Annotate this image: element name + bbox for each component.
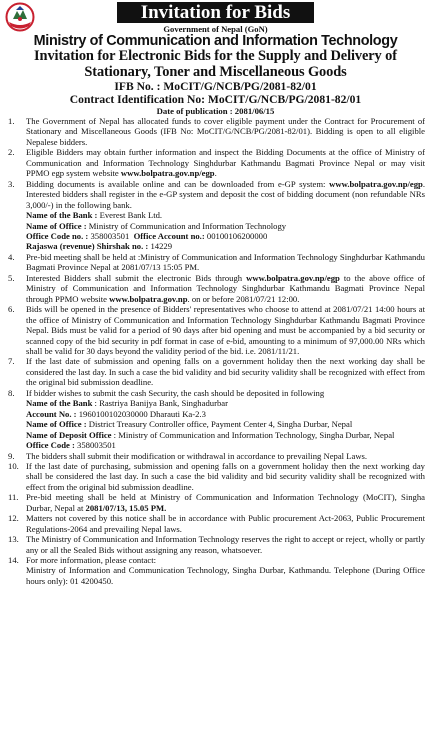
egp-link[interactable]: www.bolpatra.gov.np/egp (329, 178, 423, 189)
office-label: Name of Office : (26, 220, 87, 231)
item-number: 6. (8, 304, 15, 315)
egp-link[interactable]: www.bolpatra.gov.np/egp (246, 272, 340, 283)
account-value: 00100106200000 (206, 230, 268, 241)
item-text: If the last date of purchasing, submission and opening falls on a government holiday then the next working day shall be considered the last day. In such a case the bid validity and bid security validity shall be recognized with effect from the original bid submission deadline. (26, 460, 425, 492)
list-item (6, 492, 425, 513)
list-item (6, 252, 425, 273)
list-item (6, 555, 425, 565)
item-number: 7. (8, 356, 15, 367)
item-text-end: . (214, 168, 217, 179)
bank-value: : Rastriya Banijya Bank, Singhadurbar (94, 398, 228, 409)
item-text-3: . on or before 2081/07/21 12:00. (187, 293, 300, 304)
account-value: 1960100102030000 Dharauti Ka-2.3 (78, 408, 206, 419)
item-text: If bidder wishes to submit the cash Security, the cash should be deposited in following (26, 387, 325, 398)
office-code-label: Office Code : (26, 440, 75, 451)
item-number: 5. (8, 272, 15, 283)
item-number: 1. (8, 116, 15, 126)
office-value: District Treasury Controller office, Payment Center 4, Singha Durbar, Nepal (88, 419, 353, 430)
item-text: Pre-bid meeting shall be held at Ministry of Communication and Information Technology (MoCIT), Singha Durbar, Nepal at (26, 492, 425, 513)
contract-id: Contract Identification No: MoCIT/G/NCB/PG/2081-82/01 (69, 93, 362, 106)
office-code-label: Office Code no. : (26, 230, 89, 241)
item-text: For more information, please contact: (26, 555, 157, 566)
item-text: Eligible Bidders may obtain further information and inspect the Bidding Documents at the office of Ministry of Communication and Information Technology Singhdurbar Kathmandu Bagmati Province Nepal or may visit PPMO egp system website (26, 147, 425, 179)
item-number: 11. (8, 492, 19, 503)
notice-items (6, 116, 425, 586)
contact-details: Ministry of Information and Communication Technology, Singha Durbar, Kathmandu. Telephone (During Office hours only): 01 4200450. (26, 565, 425, 586)
egp-link[interactable]: www.bolpatra.gov.np/egp (120, 168, 215, 179)
list-item (6, 116, 425, 147)
bank-label: Name of the Bank (26, 398, 93, 409)
nepal-emblem-icon (4, 2, 36, 32)
prebid-datetime: 2081/07/13, 15.05 PM. (85, 502, 167, 513)
list-item (6, 388, 425, 398)
list-item (6, 179, 425, 210)
account-label: Office Account no.: (133, 230, 205, 241)
item-text: Pre-bid meeting shall be held at :Ministry of Communication and Information Technology Singhdurbar Kathmandu Bagmati Province Nepal at 2081/07/13 15:05 PM. (26, 251, 425, 273)
item-number: 4. (8, 251, 15, 262)
list-item (6, 534, 425, 555)
deposit-office-label: Name of Deposit Office (26, 429, 112, 440)
notice-title: Invitation for Electronic Bids for the Supply and Delivery of Stationary, Toner and Miscellaneous Goods (34, 48, 397, 80)
banner-title: Invitation for Bids (117, 2, 314, 23)
office-code-value: 358003501 (90, 230, 130, 241)
item-text: If the last date of submission and opening falls on a government holiday then the next working day shall be considered the last day. In such a case the bid validity and bid security validity shall be recognized with effect from the original bid submission deadline. (26, 356, 425, 388)
list-item (6, 356, 425, 387)
item-number: 10. (8, 460, 19, 471)
item-text: The Government of Nepal has allocated funds to cover eligible payment under the Contract for Procurement of Stationary and Miscellaneous Goods (IFB No: MoCIT/G/NCB/PG/2081-82/01). Bidding is open to all eligible Nepalese bidders. (26, 116, 425, 147)
government-label: Government of Nepal (GoN) (163, 24, 268, 34)
list-item (6, 304, 425, 356)
rajaswa-label: Rajaswa (revenue) Shirshak no. : (26, 241, 149, 252)
cash-deposit-details (6, 398, 425, 450)
item-number: 3. (8, 178, 15, 189)
item-text: Bidding documents is available online and can be downloaded from e-GP system: (26, 178, 330, 189)
item-number: 13. (8, 534, 19, 545)
office-code-value: 358003501 (77, 440, 116, 451)
bolpatra-link[interactable]: www.bolpatra.gov.np (109, 293, 188, 304)
office-label: Name of Office : (26, 419, 87, 430)
list-item (6, 147, 425, 178)
list-item (6, 451, 425, 461)
item-number: 8. (8, 387, 15, 398)
list-item (6, 273, 425, 304)
item-text: Interested Bidders shall submit the electronic Bids through (26, 272, 247, 283)
account-label: Account No. : (26, 408, 77, 419)
deposit-office-value: : Ministry of Communication and Information Technology, Singha Durbar, Nepal (113, 429, 395, 440)
ministry-heading: Ministry of Communication and Information Technology (33, 33, 398, 49)
bank-details (6, 210, 425, 252)
item-text: The bidders shall submit their modification or withdrawal in accordance to prevailing Nepal Laws. (26, 450, 368, 461)
item-number: 9. (8, 450, 15, 461)
item-text-2: . Interested bidders shall register in the e-GP system and deposit the cost of bidding document (non refundable NRs 3,000/-) in the following bank. (26, 178, 425, 210)
item-text-2: to the above office of Ministry of Communication and Information Technology Singhdurbar Kathmandu Bagmati Province Nepal through PPMO website (26, 272, 425, 304)
item-text: Matters not covered by this notice shall be in accordance with Public procurement Act-2063, Public Procurement Regulations-2064 and prevailing Nepal laws. (26, 513, 425, 534)
ifb-number: IFB No. : MoCIT/G/NCB/PG/2081-82/01 (114, 80, 317, 93)
item-text: Bids will be opened in the presence of Bidders' representatives who choose to attend at 2081/07/21 14:00 hours at the office of Ministry of Communication and Information Technology Singhdurbar Kathmandu Bagmati Province Nepal. Bids must be valid for a period of 90 days after bid opening and must be accompanied by a bid security or scanned copy of the bid security in pdf format in case of e-bid, amounting to a minimum of 97,000.00 NRs which shall be valid for 30 days beyond the validity period of the bid. i.e. 2081/11/21. (26, 304, 425, 356)
item-number: 12. (8, 513, 19, 524)
list-item (6, 461, 425, 492)
item-text: The Ministry of Communication and Information Technology reserves the right to accept or reject, wholly or partly any or all the Sealed Bids without assigning any reason, whatsoever. (26, 534, 425, 555)
rajaswa-value: 14229 (150, 241, 172, 252)
list-item (6, 513, 425, 534)
bank-value: Everest Bank Ltd. (99, 210, 163, 221)
item-number: 14. (8, 555, 19, 566)
office-value: Ministry of Communication and Information Technology (88, 220, 287, 231)
item-number: 2. (8, 147, 15, 158)
publication-date: Date of publication : 2081/06/15 (156, 106, 275, 116)
bank-label: Name of the Bank : (26, 210, 98, 221)
